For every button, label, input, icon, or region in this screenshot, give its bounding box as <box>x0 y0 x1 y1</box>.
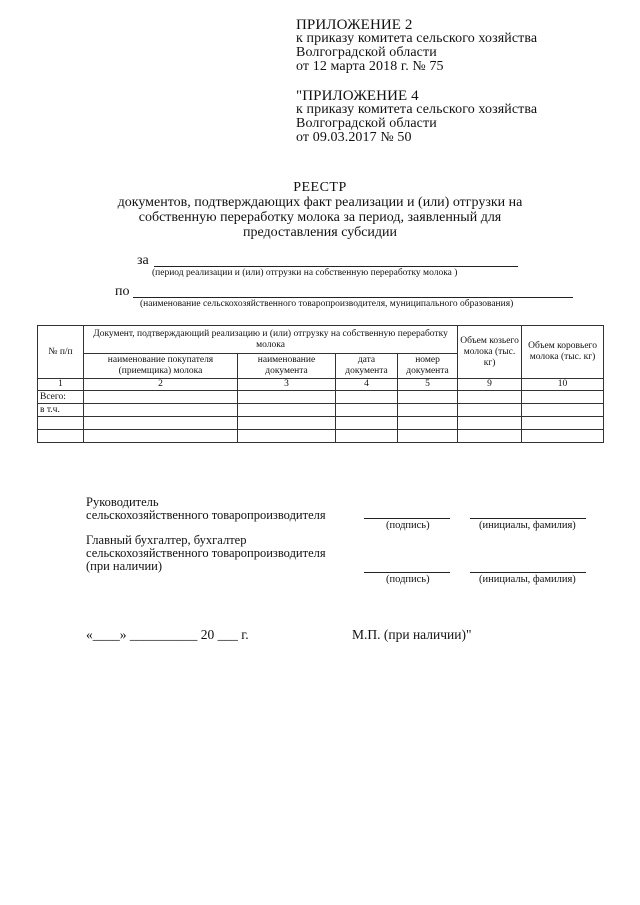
table-cell[interactable] <box>336 417 398 430</box>
head-signatory <box>86 496 326 522</box>
head-title: Руководитель <box>86 495 159 509</box>
table-cell[interactable] <box>398 430 458 443</box>
document-subtitle-line-3: предоставления субсидии <box>242 225 398 240</box>
total-label: Всего: <box>38 391 84 404</box>
table-cell[interactable] <box>398 404 458 417</box>
table-row <box>38 417 604 430</box>
appendix-2-line-3: от 12 марта 2018 г. № 75 <box>296 59 444 74</box>
table-cell[interactable] <box>458 404 522 417</box>
col-header-document-name: наименование документа <box>238 354 336 379</box>
appendix-4-title: "ПРИЛОЖЕНИЕ 4 <box>296 88 419 104</box>
table-cell[interactable] <box>38 430 84 443</box>
table-cell[interactable] <box>238 391 336 404</box>
index-cell: 3 <box>238 379 336 391</box>
date-line: «____» __________ 20 ___ г. <box>86 627 249 642</box>
table-cell[interactable] <box>84 391 238 404</box>
table-cell[interactable] <box>398 391 458 404</box>
col-header-buyer: наименование покупателя (приемщика) молока <box>84 354 238 379</box>
table-row <box>38 430 604 443</box>
table-cell[interactable] <box>458 417 522 430</box>
table-cell[interactable] <box>336 404 398 417</box>
table-cell[interactable] <box>38 417 84 430</box>
table-index-row <box>38 379 604 391</box>
stamp-placeholder: М.П. (при наличии)" <box>352 627 472 642</box>
appendix-2-line-1: к приказу комитета сельского хозяйства <box>296 31 538 46</box>
col-header-document-group: Документ, подтверждающий реализацию и (или) отгрузку на собственную переработку молока <box>84 326 458 354</box>
document-heading: РЕЕСТР <box>293 180 347 195</box>
period-caption: (период реализации и (или) отгрузки на собственную переработку молока ) <box>152 268 458 278</box>
table-cell[interactable] <box>398 417 458 430</box>
col-header-goat-milk: Объем козьего молока (тыс. кг) <box>458 326 522 379</box>
table-header-row <box>38 326 604 354</box>
table-cell[interactable] <box>458 430 522 443</box>
table-cell[interactable] <box>336 391 398 404</box>
appendix-4-line-2: Волгоградской области <box>296 116 437 131</box>
appendix-2-line-2: Волгоградской области <box>296 45 437 60</box>
index-cell: 9 <box>458 379 522 391</box>
table-cell[interactable] <box>238 404 336 417</box>
index-cell: 4 <box>336 379 398 391</box>
table-cell[interactable] <box>238 430 336 443</box>
period-input-line[interactable] <box>154 266 518 267</box>
producer-label: по <box>115 284 130 299</box>
accountant-signature-caption: (подпись) <box>386 574 430 585</box>
table-cell[interactable] <box>522 404 604 417</box>
table-cell[interactable] <box>84 404 238 417</box>
index-cell: 2 <box>84 379 238 391</box>
col-header-cow-milk: Объем коровьего молока (тыс. кг) <box>522 326 604 379</box>
table-cell[interactable] <box>336 430 398 443</box>
table-cell[interactable] <box>522 391 604 404</box>
head-subtitle: сельскохозяйственного товаропроизводителя <box>86 508 326 522</box>
document-subtitle-line-1: документов, подтверждающих факт реализации и (или) отгрузки на <box>117 195 523 210</box>
table-cell[interactable] <box>522 417 604 430</box>
index-cell: 10 <box>522 379 604 391</box>
producer-caption: (наименование сельскохозяйственного товаропроизводителя, муниципального образования) <box>140 299 514 309</box>
head-signature-caption: (подпись) <box>386 520 430 531</box>
index-cell: 1 <box>38 379 84 391</box>
table-cell[interactable] <box>458 391 522 404</box>
producer-input-line[interactable] <box>133 297 573 298</box>
accountant-signatory <box>86 534 326 573</box>
document-title <box>90 180 550 240</box>
document-subtitle-line-2: собственную переработку молока за период, заявленный для <box>138 210 502 225</box>
appendix-4-line-1: к приказу комитета сельского хозяйства <box>296 102 538 117</box>
appendix-4-line-3: от 09.03.2017 № 50 <box>296 130 412 145</box>
appendix-2-title: ПРИЛОЖЕНИЕ 2 <box>296 17 413 33</box>
accountant-subtitle: сельскохозяйственного товаропроизводителя <box>86 546 326 560</box>
col-header-document-number: номер документа <box>398 354 458 379</box>
head-initials-caption: (инициалы, фамилия) <box>479 520 576 531</box>
accountant-title: Главный бухгалтер, бухгалтер <box>86 533 247 547</box>
accountant-initials-line[interactable] <box>470 572 586 573</box>
head-signature-line[interactable] <box>364 518 450 519</box>
appendix-4-block <box>296 89 537 145</box>
col-header-document-date: дата документа <box>336 354 398 379</box>
register-table <box>37 325 604 443</box>
period-label: за <box>137 253 149 268</box>
head-initials-line[interactable] <box>470 518 586 519</box>
table-cell[interactable] <box>84 430 238 443</box>
table-cell[interactable] <box>522 430 604 443</box>
col-header-number: № п/п <box>38 326 84 379</box>
appendix-2-block <box>296 18 537 74</box>
table-cell[interactable] <box>84 417 238 430</box>
including-label: в т.ч. <box>38 404 84 417</box>
accountant-signature-line[interactable] <box>364 572 450 573</box>
accountant-initials-caption: (инициалы, фамилия) <box>479 574 576 585</box>
index-cell: 5 <box>398 379 458 391</box>
table-row-including <box>38 404 604 417</box>
table-row-total <box>38 391 604 404</box>
table-cell[interactable] <box>238 417 336 430</box>
accountant-note: (при наличии) <box>86 559 163 573</box>
